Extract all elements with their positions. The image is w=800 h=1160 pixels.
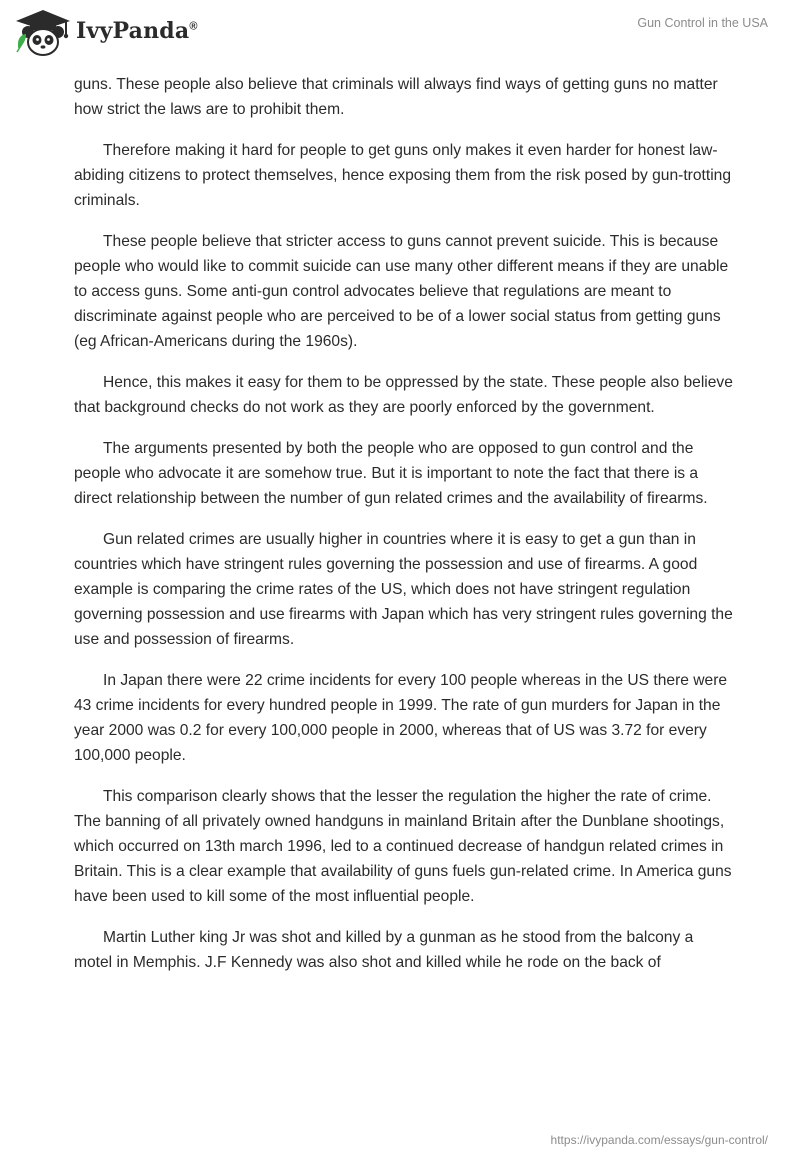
paragraph: This comparison clearly shows that the lesser the regulation the higher the rate of crime. The banning of all privately owned handguns in mainland Britain after the Dunblane shootings, which occurred on 13th march 1996, led to a continued decrease of handgun related crimes in Britain. This is a clear example that availability of guns fuels gun-related crime. In America guns have been used to kill some of the most influential people. (74, 788, 732, 905)
brand-text: IvyPanda (76, 18, 190, 44)
paragraph: guns. These people also believe that criminals will always find ways of getting guns no matter how strict the laws are to prohibit them. (74, 76, 718, 118)
source-url[interactable]: https://ivypanda.com/essays/gun-control/ (550, 1133, 768, 1147)
ivypanda-logo[interactable] (14, 8, 198, 58)
paragraph: In Japan there were 22 crime incidents for every 100 people whereas in the US there were 43 crime incidents for every hundred people in 1999. The rate of gun murders for Japan in the year 2000 was 0.2 for every 100,000 people in 2000, whereas that of US was 3.72 for every 100,000 people. (74, 672, 728, 764)
panda-graduate-icon (14, 8, 72, 58)
paragraph: Therefore making it hard for people to get guns only makes it even harder for honest law-abiding citizens to protect themselves, hence exposing them from the risk posed by gun-trotting criminals. (74, 142, 732, 209)
paragraph: Hence, this makes it easy for them to be oppressed by the state. These people also believe that background checks do not work as they are poorly enforced by the government. (74, 374, 733, 416)
paragraph: These people believe that stricter access to guns cannot prevent suicide. This is because people who would like to commit suicide can use many other different means if they are unable to access guns. Some anti-gun control advocates believe that regulations are meant to discriminate against people who are perceived to be of a lower social status from getting guns (eg African-Americans during the 1960s). (74, 233, 729, 350)
paragraph: Martin Luther king Jr was shot and killed by a gunman as he stood from the balcony a motel in Memphis. J.F Kennedy was also shot and killed while he rode on the back of (74, 929, 694, 971)
essay-body (74, 72, 734, 991)
document-title: Gun Control in the USA (637, 16, 768, 30)
paragraph: The arguments presented by both the people who are opposed to gun control and the people who advocate it are somehow true. But it is important to note the fact that there is a direct relationship between the number of gun related crimes and the availability of firearms. (74, 440, 708, 507)
brand-name (76, 18, 198, 44)
page-header (0, 0, 800, 70)
paragraph: Gun related crimes are usually higher in countries where it is easy to get a gun than in countries which have stringent rules governing the possession and use of firearms. A good example is comparing the crime rates of the US, which does not have stringent regulation governing possession and use firearms with Japan which has very stringent rules governing the use and possession of firearms. (74, 531, 733, 648)
registered-mark: ® (189, 20, 198, 33)
